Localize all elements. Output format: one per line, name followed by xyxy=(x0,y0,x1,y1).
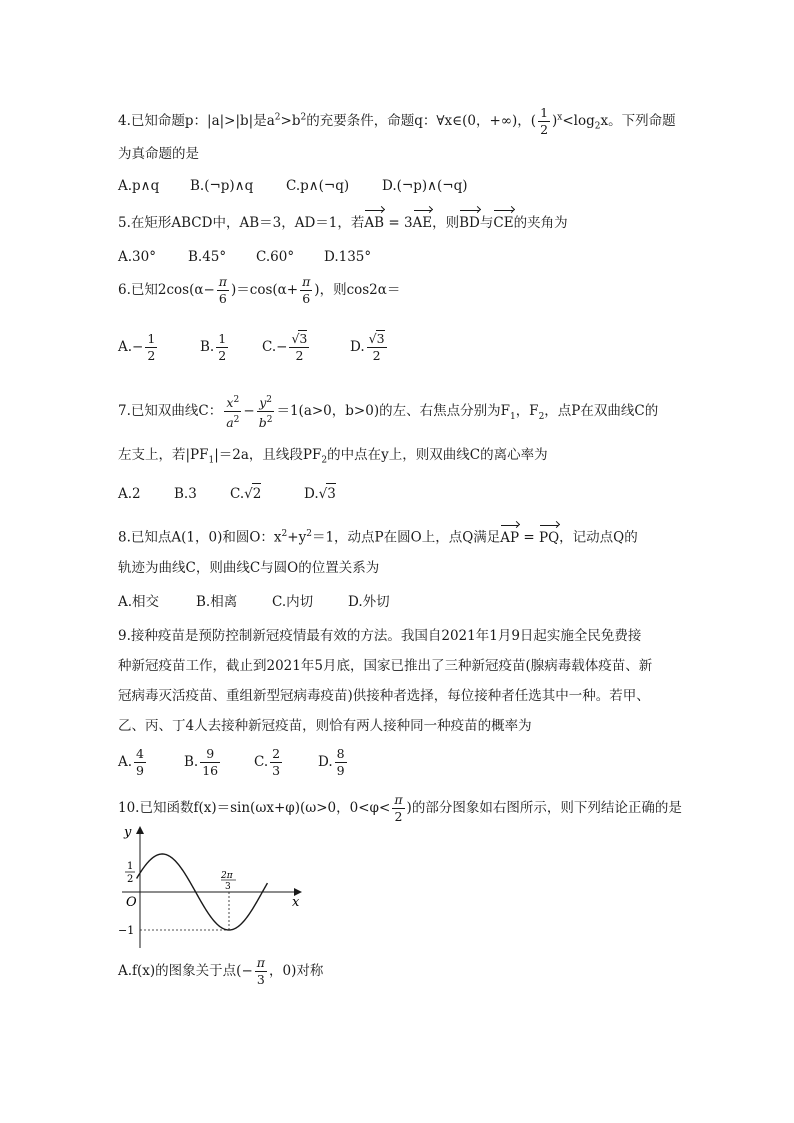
q6-options xyxy=(118,330,389,364)
q9-line4: 乙、丙、丁4人去接种新冠疫苗，则恰有两人接种同一种疫苗的概率为 xyxy=(118,718,532,734)
q9-option-c: C. $\frac{2}{3}$ xyxy=(254,746,281,778)
q7-option-c: C.√2 xyxy=(230,483,304,504)
q5-option-d: D.135° xyxy=(324,249,372,265)
q6-line1: 6.已知2cos(α− $\frac{\pi}{6}$ )＝cos(α+ $\frac{\pi}{6}$ )，则cos2α＝ xyxy=(118,274,401,306)
origin-label: O xyxy=(126,895,137,910)
q9-line3: 冠病毒灭活疫苗、重组新型冠病毒疫苗)供接种者选择，每位接种者任选其中一种。若甲、 xyxy=(118,688,650,704)
q7-line1: 7.已知双曲线C： $\frac{x^2}{a^2}$ − $\frac{y^2}{b^2}$ ＝1(a>0，b>0)的左、右焦点分别为$F_1$，$F_2$，点P在双曲线C的 xyxy=(118,392,658,431)
q5-line1: 5.在矩形ABCD中，AB＝3，AD＝1，若AB = 3AE，则BD与CE的夹角为 xyxy=(118,215,568,231)
q7-options xyxy=(118,483,336,504)
x-tick-den: 3 xyxy=(225,882,231,892)
q10-line1: 10.已知函数f(x)＝sin(ωx+φ)(ω>0，0<φ< $\frac{\pi}{2}$ )的部分图象如右图所示，则下列结论正确的是 xyxy=(118,792,682,824)
q7-option-a: A.2 xyxy=(118,486,141,502)
y-neg-one-label: −1 xyxy=(118,924,135,937)
q8-option-a: A.相交 xyxy=(118,594,160,610)
q9-option-d: D. $\frac{8}{9}$ xyxy=(318,746,345,778)
y-axis-label: y xyxy=(124,825,132,840)
q4-option-d: D.(¬p)∧(¬q) xyxy=(382,178,468,194)
q4-options xyxy=(118,176,468,196)
q7-option-d: D.√3 xyxy=(304,483,336,504)
x-axis-label: x xyxy=(292,895,300,910)
q9-line2: 种新冠疫苗工作，截止到2021年5月底，国家已推出了三种新冠疫苗(腺病毒载体疫苗、新 xyxy=(118,658,653,674)
q6-option-c: C.− $\frac{√3}{2}$ xyxy=(262,331,308,363)
q8-line1: 8.已知点A(1，0)和圆O：$x^2+y^2=1$，动点P在圆O上，点Q满足AP = PQ，记动点Q的 xyxy=(118,529,638,546)
q10-option-a: A.f(x)的图象关于点(− $\frac{\pi}{3}$ ，0)对称 xyxy=(118,955,324,987)
q9-options xyxy=(118,746,349,779)
q8-option-c: C.内切 xyxy=(272,594,314,610)
q8-option-d: D.外切 xyxy=(348,594,390,610)
q9-option-b: B. $\frac{9}{16}$ xyxy=(184,746,219,778)
q8-options xyxy=(118,592,390,612)
y-half-num: 1 xyxy=(127,861,134,872)
fraction-half: $\frac{1}{2}$ xyxy=(540,105,549,137)
q6-option-d: D. $\frac{√3}{2}$ xyxy=(350,331,385,363)
q4-option-c: C.p∧(¬q) xyxy=(286,178,350,194)
q9-line1: 9.接种疫苗是预防控制新冠疫情最有效的方法。我国自2021年1月9日起实施全民免费接 xyxy=(118,628,642,644)
q8-line2: 轨迹为曲线C，则曲线C与圆O的位置关系为 xyxy=(118,560,380,576)
q10-function-graph xyxy=(112,822,312,952)
q7-option-b: B.3 xyxy=(174,486,197,502)
y-half-den: 2 xyxy=(127,874,134,885)
q6-option-b: B. $\frac{1}{2}$ xyxy=(200,330,227,363)
q4-option-a: A.p∧q xyxy=(118,178,160,194)
q5-option-a: A.30° xyxy=(118,249,156,265)
q5-options xyxy=(118,247,371,267)
q4-option-b: B.(¬p)∧q xyxy=(190,178,254,194)
q5-option-b: B.45° xyxy=(188,249,227,265)
q4-line2: 为真命题的是 xyxy=(118,146,199,162)
q8-option-b: B.相离 xyxy=(196,594,238,610)
q7-line2: 左支上，若$|PF_1|=2a$，且线段$PF_2$的中点在y上，则双曲线C的离心率为 xyxy=(118,447,548,466)
q4-line1: 4.已知命题p：|a|>|b|是$a^2>b^2$的充要条件，命题q：∀x∈(0，+∞)，( $\frac{1}{2}$ )$^x<\log_2x$。下列命题 xyxy=(118,105,676,137)
q5-option-c: C.60° xyxy=(256,249,295,265)
q6-option-a: A.− $\frac{1}{2}$ xyxy=(118,330,156,363)
q9-option-a: A. $\frac{4}{9}$ xyxy=(118,746,144,778)
x-tick-num: 2π xyxy=(221,871,233,881)
